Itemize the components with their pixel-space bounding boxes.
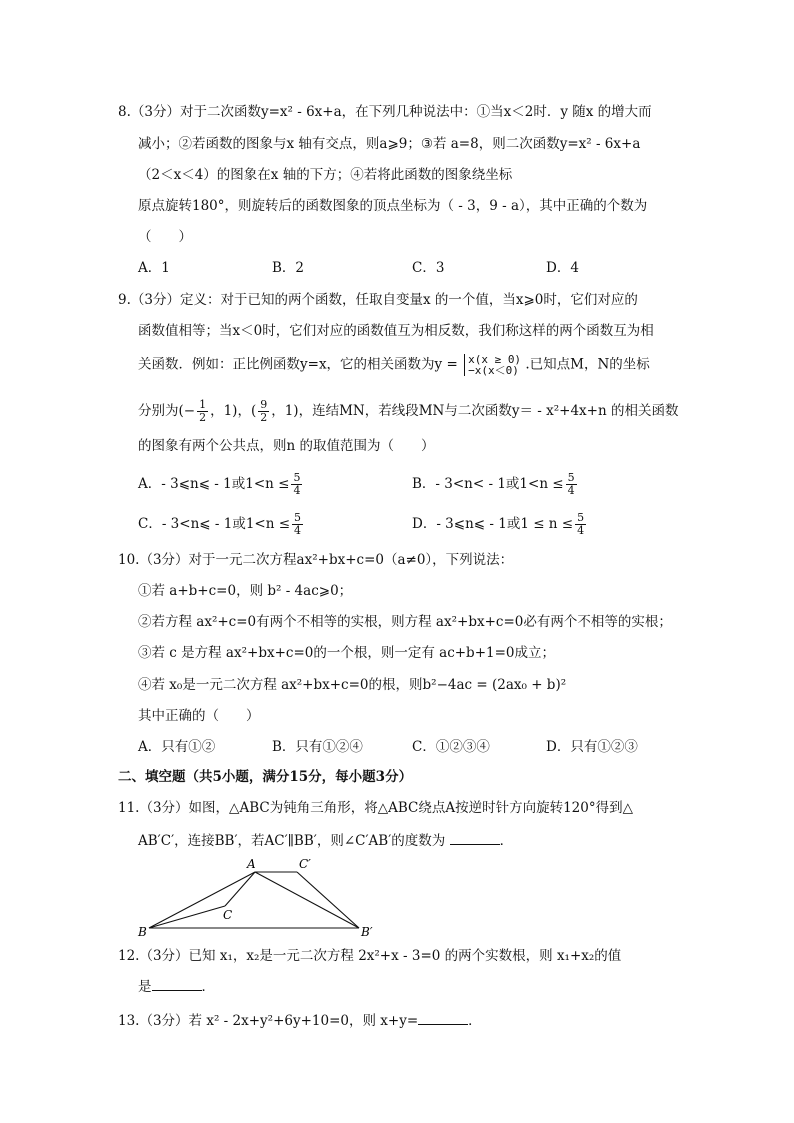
q10-statement-1: ①若 a+b+c=0，则 b² - 4ac⩾0； (138, 583, 353, 599)
fraction-5-4 (566, 472, 577, 497)
q9-line3-text-a: 关函数．例如：正比例函数y=x，它的相关函数为y = (138, 356, 458, 373)
q10-option-c: C．①②③④ (412, 739, 490, 755)
label-a: A (247, 857, 256, 871)
q9-line4-text-a: 分别为(− (138, 403, 196, 419)
q11-line2 (138, 830, 513, 851)
q12-line1: 12.（3分）已知 x₁，x₂是一元二次方程 2x²+x - 3=0 的两个实数根，则 x₁+x₂的值 (118, 948, 622, 964)
q9-option-b (412, 472, 579, 497)
q9-option-b-text: B．- 3<n< - 1或1<n ≤ (412, 476, 564, 492)
fraction-denominator: 4 (294, 524, 302, 537)
q11-line1: 11.（3分）如图，△ABC为钝角三角形，将△ABC绕点A按逆时针方向旋转120°得到△ (118, 800, 633, 816)
fraction-1-2 (197, 399, 208, 424)
q13-line1-text: 13.（3分）若 x² - 2x+y²+6y+10=0，则 x+y= (118, 1013, 419, 1029)
fraction-5-4 (575, 512, 586, 537)
q9-option-a (138, 472, 304, 497)
fraction-denominator: 4 (293, 484, 301, 497)
brace-bottom: −x(x＜0) (468, 364, 519, 377)
label-b-prime: B′ (361, 925, 373, 939)
q11-end: ． (499, 833, 514, 849)
q9-option-d-text: D．- 3⩽n⩽ - 1或1 ≤ n ≤ (412, 516, 574, 532)
q8-line2: 减小；②若函数的图象与x 轴有交点，则a⩾9；③若 a=8，则二次函数y=x² - 6x+a (138, 136, 641, 152)
q8-option-d: D．4 (546, 260, 579, 276)
segment-bc (149, 906, 225, 928)
fraction-denominator: 4 (567, 484, 575, 497)
q10-line6: 其中正确的（ ） (138, 708, 260, 724)
q10-line1: 10.（3分）对于一元二次方程ax²+bx+c=0（a≠0），下列说法： (118, 552, 514, 568)
label-c: C (223, 908, 233, 922)
q9-line1: 9.（3分）定义：对于已知的两个函数，任取自变量x 的一个值，当x⩾0时，它们对应的 (118, 292, 638, 308)
q10-option-d: D．只有①②③ (546, 739, 638, 755)
q11-line2-text: AB′C′，连接BB′，若AC′∥BB′，则∠C′AB′的度数为 (138, 833, 446, 849)
q12-end: ． (201, 979, 215, 995)
brace-top: x(x ≥ 0) (468, 353, 522, 366)
answer-blank (450, 830, 500, 845)
label-b: B (138, 925, 147, 939)
q9-option-a-text: A．- 3⩽n⩽ - 1或1<n ≤ (138, 476, 290, 492)
fraction-numerator: 5 (577, 511, 585, 524)
fraction-numerator: 9 (260, 398, 268, 411)
q9-option-d (412, 512, 588, 537)
fraction-5-4 (292, 512, 303, 537)
fraction-denominator: 4 (577, 524, 585, 537)
q9-line5: 的图象有两个公共点，则n 的取值范围为（ ） (138, 438, 435, 454)
fraction-numerator: 5 (567, 471, 575, 484)
q13-line1 (118, 1010, 482, 1031)
piecewise-brace (464, 354, 521, 376)
q8-option-a: A．1 (138, 260, 170, 276)
q8-option-c: C．3 (412, 260, 445, 276)
segment-ab (149, 872, 255, 928)
label-c-prime: C′ (299, 857, 311, 871)
section-2-heading: 二、填空题（共5小题，满分15分，每小题3分） (118, 769, 413, 785)
q9-option-c-text: C．- 3<n⩽ - 1或1<n ≤ (138, 516, 291, 532)
q9-line4-text-c: ，1)，连结MN，若线段MN与二次函数y＝ - x²+4x+n 的相关函数 (271, 403, 679, 419)
q9-line2: 函数值相等；当x＜0时，它们对应的函数值互为相反数，我们称这样的两个函数互为相 (138, 323, 654, 339)
q8-option-b: B．2 (272, 260, 305, 276)
triangle-figure (135, 856, 385, 940)
q10-statement-4: ④若 x₀是一元二次方程 ax²+bx+c=0的根，则b²−4ac = (2ax₀ + b)² (138, 677, 567, 693)
q9-line3 (138, 354, 650, 376)
q8-line3: （2＜x＜4）的图象在x 轴的下方；④若将此函数的图象绕坐标 (138, 167, 513, 183)
q13-end: ． (468, 1013, 482, 1029)
q10-statement-2: ②若方程 ax²+c=0有两个不相等的实根，则方程 ax²+bx+c=0必有两个不相等的实根； (138, 614, 672, 630)
q8-line1: 8.（3分）对于二次函数y=x² - 6x+a，在下列几种说法中：①当x＜2时．y 随x 的增大而 (118, 104, 652, 120)
q12-line2-text: 是 (138, 979, 152, 995)
q8-line5: （ ） (138, 229, 192, 245)
q10-option-b: B．只有①②④ (272, 739, 363, 755)
q10-option-a: A．只有①② (138, 739, 216, 755)
fraction-denominator: 2 (199, 411, 207, 424)
q9-line4-text-b: ，1)，( (210, 403, 257, 419)
q9-line3-text-b: .已知点M，N的坐标 (525, 356, 650, 373)
fraction-denominator: 2 (260, 411, 268, 424)
segment-ca (225, 872, 255, 906)
q12-line2 (138, 976, 215, 997)
answer-blank (152, 976, 202, 991)
fraction-numerator: 5 (294, 511, 302, 524)
q10-statement-3: ③若 c 是方程 ax²+bx+c=0的一个根，则一定有 ac+b+1=0成立； (138, 645, 556, 661)
answer-blank (418, 1010, 468, 1025)
q9-option-c (138, 512, 305, 537)
q9-line4 (138, 399, 678, 424)
fraction-numerator: 1 (199, 398, 207, 411)
q8-line4: 原点旋转180°，则旋转后的函数图象的顶点坐标为（ - 3，9 - a），其中正确的个数为 (138, 198, 648, 214)
fraction-9-2 (258, 399, 269, 424)
fraction-numerator: 5 (293, 471, 301, 484)
fraction-5-4 (291, 472, 302, 497)
